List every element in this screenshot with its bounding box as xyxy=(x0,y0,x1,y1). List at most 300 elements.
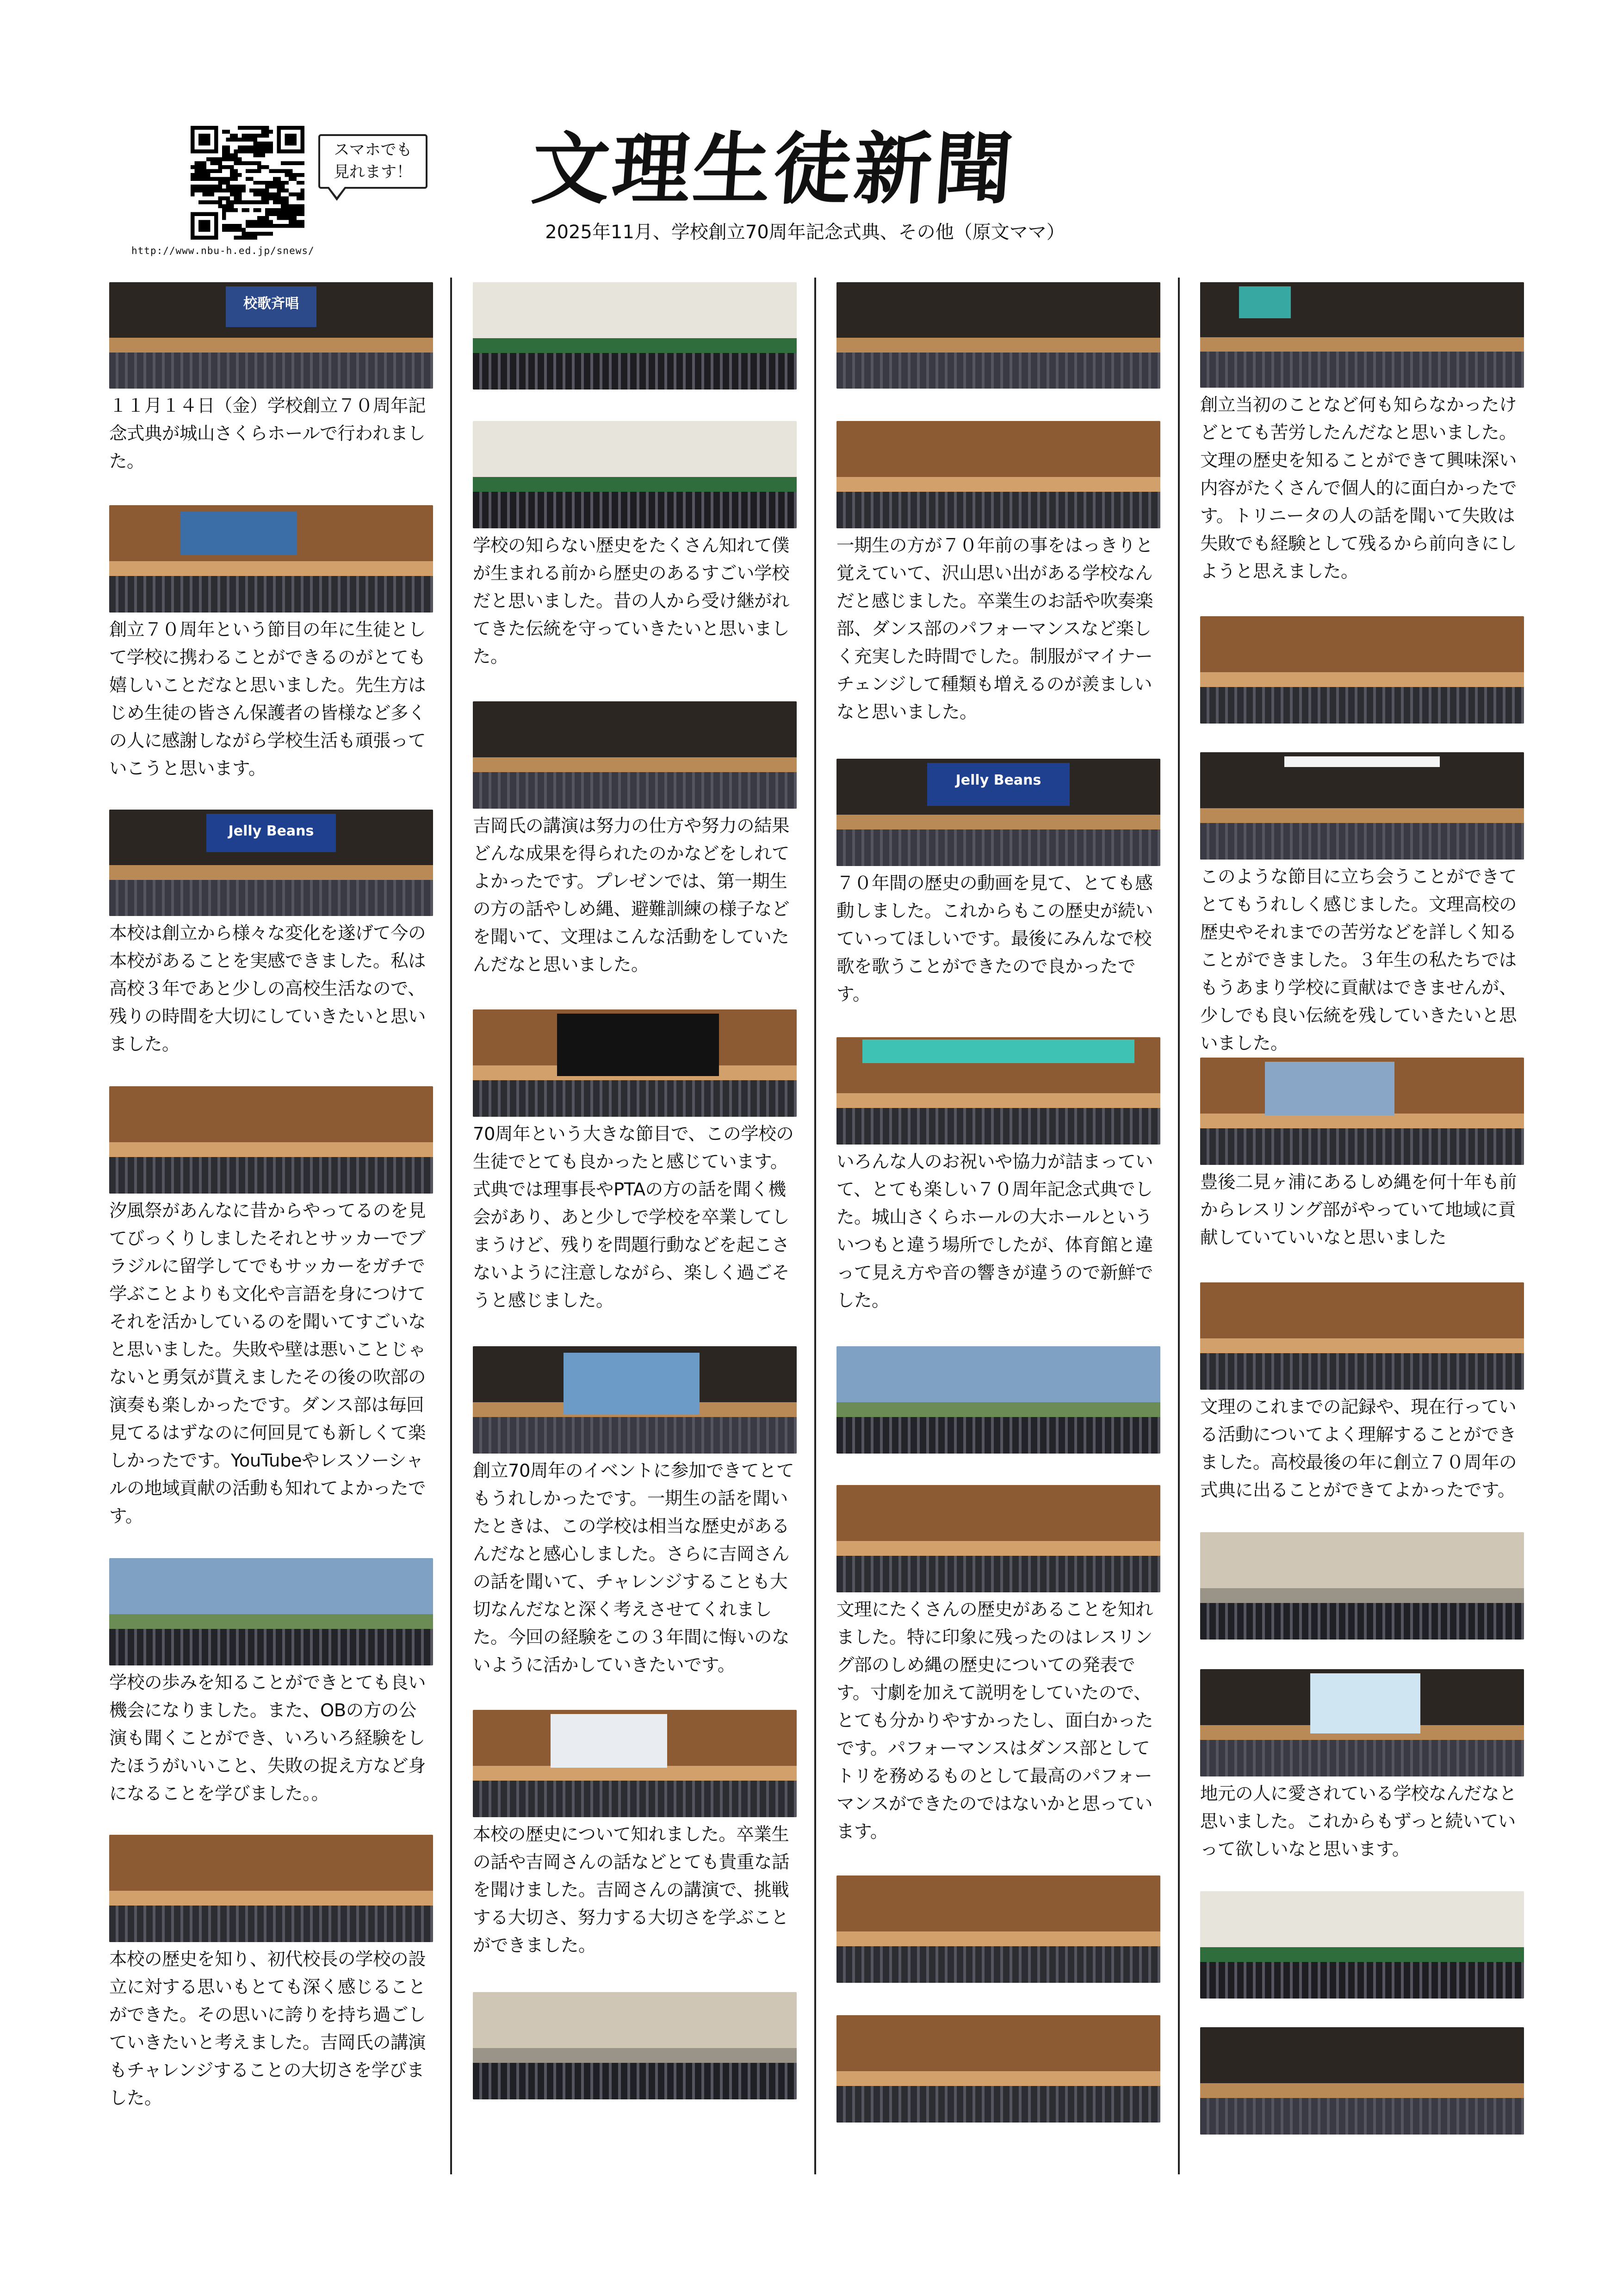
article-column-3 xyxy=(836,282,1160,2123)
qr-module xyxy=(257,149,261,153)
qr-module xyxy=(246,126,249,130)
qr-module xyxy=(234,161,237,165)
qr-module xyxy=(226,130,229,133)
qr-module xyxy=(285,189,289,192)
qr-module xyxy=(226,204,229,208)
qr-module xyxy=(269,224,273,228)
qr-module xyxy=(281,224,285,228)
qr-module xyxy=(301,161,304,165)
qr-module xyxy=(254,232,257,235)
qr-module xyxy=(238,224,242,228)
qr-module xyxy=(277,185,281,188)
photo-crowd-band xyxy=(473,492,797,528)
qr-module xyxy=(277,181,281,185)
event-photo-lobby-students[interactable] xyxy=(473,1992,797,2099)
qr-module xyxy=(226,149,229,153)
qr-module xyxy=(257,224,261,228)
qr-module xyxy=(210,185,214,188)
projection-screen xyxy=(180,512,297,555)
qr-module xyxy=(222,149,226,153)
qr-module xyxy=(261,232,265,235)
qr-module xyxy=(257,189,261,192)
qr-module xyxy=(206,200,210,204)
qr-module xyxy=(222,216,226,220)
qr-module xyxy=(277,177,281,180)
qr-module xyxy=(273,192,277,196)
qr-module xyxy=(257,153,261,157)
event-photo-dance-huddle[interactable] xyxy=(1200,616,1524,724)
qr-module xyxy=(218,177,222,180)
qr-module xyxy=(277,200,281,204)
qr-module xyxy=(297,220,300,224)
qr-module xyxy=(293,208,297,212)
qr-module xyxy=(218,157,222,161)
qr-module xyxy=(218,189,222,192)
qr-url[interactable]: http://www.nbu-h.ed.jp/snews/ xyxy=(131,245,315,256)
qr-module xyxy=(222,208,226,212)
qr-module xyxy=(257,200,261,204)
event-photo-dance-stage[interactable] xyxy=(836,1485,1160,1592)
article-card xyxy=(836,1037,1160,1315)
qr-module xyxy=(254,200,257,204)
qr-module xyxy=(226,208,229,212)
qr-module xyxy=(269,149,273,153)
qr-module xyxy=(293,212,297,216)
event-photo-hall-rows[interactable] xyxy=(836,2015,1160,2123)
qr-module xyxy=(194,185,198,188)
qr-module xyxy=(254,224,257,228)
qr-module xyxy=(249,126,253,130)
qr-module xyxy=(265,189,269,192)
article-card xyxy=(473,1009,797,1315)
qr-module xyxy=(249,169,253,173)
qr-module xyxy=(265,185,269,188)
event-photo-outdoor-group[interactable] xyxy=(836,1346,1160,1454)
article-card xyxy=(109,505,433,783)
qr-module xyxy=(289,173,292,177)
event-photo-video-message[interactable] xyxy=(473,1009,797,1117)
qr-module xyxy=(265,165,269,169)
qr-module xyxy=(218,165,222,169)
qr-module xyxy=(261,130,265,133)
qr-module xyxy=(230,185,234,188)
qr-module xyxy=(206,177,210,180)
qr-module xyxy=(301,189,304,192)
qr-module xyxy=(230,224,234,228)
qr-module xyxy=(202,185,206,188)
qr-module xyxy=(242,145,245,149)
qr-module xyxy=(254,208,257,212)
event-photo-choir-line[interactable] xyxy=(1200,1282,1524,1390)
qr-module xyxy=(238,157,242,161)
event-photo-screen-video[interactable] xyxy=(1200,1058,1524,1165)
qr-module xyxy=(238,137,242,141)
qr-module xyxy=(230,137,234,141)
photo-crowd-band xyxy=(109,880,433,916)
photo-crowd-band xyxy=(109,1629,433,1665)
qr-module xyxy=(222,204,226,208)
masthead-title: 文理生徒新聞 xyxy=(529,123,1018,215)
qr-module xyxy=(289,208,292,212)
article-card xyxy=(473,421,797,671)
article-column-2 xyxy=(473,282,797,2099)
article-caption: 創立70周年のイベントに参加できてとてもうれしかったです。一期生の話を聞いたときは、この学校は相当な歴史があるんだなと感心しました。さらに吉岡さんの話を聞いて、チャレンジすることも大切なんだなと深く考えさせてくれました。今回の経験をこの３年間に悔いのないように活かしていきたいです。 xyxy=(473,1461,794,1676)
photo-crowd-band xyxy=(1200,1603,1524,1640)
qr-module xyxy=(273,181,277,185)
event-photo-stage-performance[interactable] xyxy=(109,505,433,613)
qr-module xyxy=(265,145,269,149)
qr-module xyxy=(265,197,269,200)
photo-crowd-band xyxy=(836,353,1160,389)
qr-module xyxy=(269,130,273,133)
qr-module xyxy=(269,208,273,212)
qr-module xyxy=(269,142,273,145)
qr-module xyxy=(226,224,229,228)
photo-crowd-band xyxy=(1200,352,1524,388)
photo-crowd-band xyxy=(109,576,433,613)
qr-module xyxy=(297,204,300,208)
qr-module xyxy=(226,165,229,169)
qr-module xyxy=(289,220,292,224)
qr-module xyxy=(246,177,249,180)
qr-module xyxy=(198,189,202,192)
qr-module xyxy=(191,185,194,188)
article-column-4 xyxy=(1200,282,1524,2135)
qr-module xyxy=(234,192,237,196)
qr-module xyxy=(265,149,269,153)
qr-module xyxy=(202,169,206,173)
qr-module xyxy=(254,142,257,145)
qr-module xyxy=(238,149,242,153)
qr-module xyxy=(226,177,229,180)
qr-module xyxy=(206,173,210,177)
qr-module xyxy=(254,134,257,137)
qr-module xyxy=(281,208,285,212)
qr-module xyxy=(194,173,198,177)
photo-crowd-band xyxy=(836,2086,1160,2123)
qr-module xyxy=(214,161,218,165)
photo-crowd-band xyxy=(1200,1353,1524,1390)
qr-module xyxy=(249,200,253,204)
event-photo-guest-table[interactable] xyxy=(109,1086,433,1194)
article-card xyxy=(1200,1891,1524,1999)
qr-module xyxy=(285,173,289,177)
qr-module xyxy=(281,185,285,188)
article-card xyxy=(1200,1669,1524,1863)
qr-module xyxy=(285,134,297,145)
qr-module xyxy=(238,197,242,200)
event-photo-entrance-crowd[interactable] xyxy=(1200,1532,1524,1640)
qr-module xyxy=(281,216,285,220)
article-card xyxy=(109,1558,433,1808)
qr-module xyxy=(246,169,249,173)
qr-module xyxy=(257,134,261,137)
article-card xyxy=(473,1992,797,2099)
qr-module xyxy=(226,200,229,204)
qr-module xyxy=(206,169,210,173)
qr-module xyxy=(206,189,210,192)
photo-crowd-band xyxy=(1200,823,1524,860)
article-caption: 創立当初のことなど何も知らなかったけどとても苦労したんだなと思いました。文理の歴史を知ることができて興味深い内容がたくさんで個人的に面白かったです。トリニータの人の話を聞いて失敗は失敗でも経験として残るから前向きにしようと思えました。 xyxy=(1200,395,1517,582)
qr-module xyxy=(269,232,273,235)
qr-module xyxy=(214,177,218,180)
qr-module xyxy=(297,181,300,185)
qr-module xyxy=(242,208,245,212)
qr-module xyxy=(206,157,210,161)
article-caption: 一期生の方が７０年前の事をはっきりと覚えていて、沢山思い出がある学校なんだと感じました。卒業生のお話や吹奏楽部、ダンス部のパフォーマンスなど楽しく充実した時間でした。制服がマイナーチェンジして種類も増えるのが羨ましいなと思いました。 xyxy=(836,535,1153,723)
article-caption: 本校の歴史について知れました。卒業生の話や吉岡さんの話などとても貴重な話を聞けました。吉岡さんの講演で、挑戦する大切さ、努力する大切さを学ぶことができました。 xyxy=(473,1824,790,1956)
event-photo-lobby-exhibit[interactable] xyxy=(1200,1891,1524,1999)
qr-module xyxy=(202,161,206,165)
qr-module xyxy=(230,157,234,161)
qr-module xyxy=(202,192,206,196)
event-photo-uniform-display[interactable] xyxy=(473,421,797,528)
qr-module xyxy=(226,153,229,157)
qr-module xyxy=(277,192,281,196)
qr-module xyxy=(281,181,285,185)
qr-module xyxy=(289,204,292,208)
qr-module xyxy=(198,185,202,188)
photo-crowd-band xyxy=(1200,1740,1524,1776)
qr-module xyxy=(273,208,277,212)
projection-screen xyxy=(862,1040,1134,1063)
qr-module xyxy=(191,192,194,196)
qr-module xyxy=(254,236,257,240)
qr-module xyxy=(218,204,222,208)
column-rule-2 xyxy=(814,278,816,2174)
event-photo-jelly-beans-dance[interactable] xyxy=(109,810,433,916)
qr-module xyxy=(277,189,281,192)
bubble-tail-inner xyxy=(329,187,345,197)
photo-crowd-band xyxy=(836,1556,1160,1592)
photo-crowd-band xyxy=(473,1080,797,1117)
qr-module xyxy=(257,192,261,196)
qr-module xyxy=(230,153,234,157)
event-photo-orchestra[interactable] xyxy=(1200,282,1524,388)
qr-module xyxy=(198,220,210,232)
qr-module xyxy=(234,224,237,228)
qr-module xyxy=(254,126,257,130)
qr-module xyxy=(238,189,242,192)
qr-module xyxy=(285,161,289,165)
event-photo-jelly-beans-line[interactable] xyxy=(836,759,1160,866)
screen-text: 校歌斉唱 xyxy=(243,296,299,312)
qr-module xyxy=(210,200,214,204)
article-card xyxy=(836,421,1160,726)
qr-module xyxy=(261,200,265,204)
qr-code[interactable] xyxy=(191,126,304,240)
qr-module xyxy=(285,216,289,220)
qr-module xyxy=(234,169,237,173)
qr-module xyxy=(234,157,237,161)
qr-module xyxy=(238,228,242,232)
qr-module xyxy=(281,200,285,204)
event-photo-exhibit-panels[interactable] xyxy=(473,282,797,390)
qr-module xyxy=(261,142,265,145)
qr-module xyxy=(191,173,194,177)
article-caption: 文理にたくさんの歴史があることを知れました。特に印象に残ったのはレスリング部のしめ縄の歴史についての発表です。寸劇を加えて説明をしていたので、とても分かりやすかったし、面白かったです。パフォーマンスはダンス部としてトリを務めるものとして最高のパフォーマンスができたのではないかと思っています。 xyxy=(836,1599,1153,1842)
qr-module xyxy=(261,220,265,224)
qr-module xyxy=(230,189,234,192)
qr-module xyxy=(234,177,237,180)
event-photo-stage-flag-rows[interactable] xyxy=(836,282,1160,389)
qr-module xyxy=(261,197,265,200)
event-photo-outdoor-queue[interactable] xyxy=(109,1558,433,1665)
qr-module xyxy=(218,181,222,185)
qr-module xyxy=(285,181,289,185)
photo-crowd-band xyxy=(473,772,797,809)
article-caption: いろんな人のお祝いや協力が詰まっていて、とても楽しい７０周年記念式典でした。城山さくらホールの大ホールといういつもと違う場所でしたが、体育館と違って見え方や音の響きが違うので新鮮でした。 xyxy=(836,1151,1153,1311)
event-photo-brass-band[interactable] xyxy=(836,1037,1160,1145)
qr-module xyxy=(261,165,265,169)
qr-module xyxy=(249,149,253,153)
qr-module xyxy=(242,185,245,188)
article-caption: ７０年間の歴史の動画を見て、とても感動しました。これからもこの歴史が続いていってほしいです。最後にみんなで校歌を歌うことができたので良かったです。 xyxy=(836,873,1153,1005)
qr-module xyxy=(218,161,222,165)
photo-crowd-band xyxy=(473,1417,797,1454)
qr-module xyxy=(265,224,269,228)
qr-module xyxy=(238,192,242,196)
event-photo-stage-chorus[interactable] xyxy=(836,421,1160,528)
qr-module xyxy=(191,177,194,180)
article-card xyxy=(473,701,797,979)
qr-module xyxy=(238,200,242,204)
qr-module xyxy=(297,212,300,216)
photo-crowd-band xyxy=(1200,687,1524,724)
qr-module xyxy=(198,161,202,165)
article-card xyxy=(473,1710,797,1960)
qr-module xyxy=(254,192,257,196)
page-subtitle: 2025年11月、学校創立70周年記念式典、その他（原文ママ） xyxy=(545,222,1065,243)
qr-module xyxy=(261,145,265,149)
qr-module xyxy=(230,192,234,196)
qr-module xyxy=(273,177,277,180)
qr-module xyxy=(242,228,245,232)
qr-module xyxy=(265,220,269,224)
qr-module xyxy=(297,173,300,177)
qr-module xyxy=(289,216,292,220)
qr-module xyxy=(246,232,249,235)
qr-module xyxy=(297,197,300,200)
qr-module xyxy=(265,130,269,133)
qr-module xyxy=(273,212,277,216)
qr-module xyxy=(257,220,261,224)
qr-module xyxy=(301,220,304,224)
event-photo-audience-wide[interactable] xyxy=(473,701,797,809)
qr-module xyxy=(222,212,226,216)
bubble-line-2: 見れます！ xyxy=(334,163,412,181)
event-photo-stage-flags[interactable] xyxy=(109,1835,433,1942)
qr-module xyxy=(234,173,237,177)
article-card xyxy=(1200,282,1524,586)
qr-module xyxy=(297,161,300,165)
qr-module xyxy=(230,177,234,180)
qr-module xyxy=(281,189,285,192)
qr-module xyxy=(269,185,273,188)
qr-module xyxy=(249,161,253,165)
qr-module xyxy=(234,236,237,240)
projection-screen xyxy=(1239,286,1291,318)
qr-module xyxy=(254,153,257,157)
event-photo-speaker-screen[interactable] xyxy=(473,1346,797,1454)
qr-module xyxy=(242,232,245,235)
qr-module xyxy=(261,149,265,153)
qr-module xyxy=(238,236,242,240)
qr-module xyxy=(265,134,269,137)
qr-module xyxy=(194,165,198,169)
qr-module xyxy=(198,169,202,173)
event-photo-presentation-slide[interactable] xyxy=(1200,1669,1524,1776)
qr-module xyxy=(194,177,198,180)
qr-module xyxy=(301,181,304,185)
qr-module xyxy=(257,161,261,165)
qr-module xyxy=(242,126,245,130)
photo-crowd-band xyxy=(836,1417,1160,1454)
event-photo-hall-ceremony[interactable] xyxy=(109,282,433,389)
photo-crowd-band xyxy=(836,1108,1160,1145)
event-photo-podium-banner[interactable] xyxy=(1200,752,1524,860)
qr-module xyxy=(277,208,281,212)
qr-module xyxy=(297,208,300,212)
qr-module xyxy=(269,181,273,185)
bubble-line-1: スマホでも xyxy=(334,141,412,159)
projection-screen xyxy=(1265,1062,1394,1115)
qr-module xyxy=(194,169,198,173)
qr-module xyxy=(293,204,297,208)
projection-screen xyxy=(551,1714,667,1768)
event-photo-standing-crowd[interactable] xyxy=(836,1875,1160,1983)
qr-module xyxy=(198,173,202,177)
article-card xyxy=(109,1835,433,2112)
qr-module xyxy=(269,145,273,149)
qr-module xyxy=(285,200,289,204)
qr-module xyxy=(289,169,292,173)
event-photo-lecture-slide[interactable] xyxy=(473,1710,797,1817)
qr-module xyxy=(257,208,261,212)
qr-module xyxy=(230,200,234,204)
qr-module xyxy=(218,185,222,188)
qr-module xyxy=(234,200,237,204)
qr-module xyxy=(265,216,269,220)
photo-crowd-band xyxy=(1200,1128,1524,1165)
qr-module xyxy=(242,137,245,141)
qr-module xyxy=(261,192,265,196)
qr-module xyxy=(249,134,253,137)
qr-module xyxy=(277,212,281,216)
article-card xyxy=(1200,1532,1524,1640)
qr-module xyxy=(202,189,206,192)
qr-module xyxy=(246,236,249,240)
photo-crowd-band xyxy=(836,829,1160,866)
photo-crowd-band xyxy=(109,353,433,389)
qr-module xyxy=(226,189,229,192)
article-caption: 文理のこれまでの記録や、現在行っている活動についてよく理解することができました。高校最後の年に創立７０周年の式典に出ることができてよかったです。 xyxy=(1200,1397,1517,1501)
article-card xyxy=(109,1086,433,1530)
qr-module xyxy=(285,169,289,173)
qr-module xyxy=(230,134,234,137)
article-caption: 吉岡氏の講演は努力の仕方や努力の結果どんな成果を得られたのかなどをしれてよかったです。プレゼンでは、第一期生の方の話やしめ縄、避難訓練の様子などを聞いて、文理はこんな活動をしていたんだなと思いました。 xyxy=(473,816,790,975)
photo-crowd-band xyxy=(836,1946,1160,1983)
qr-module xyxy=(222,181,226,185)
qr-module xyxy=(210,161,214,165)
qr-module xyxy=(261,181,265,185)
event-photo-dance-finale[interactable] xyxy=(1200,2027,1524,2135)
qr-module xyxy=(214,185,218,188)
qr-module xyxy=(234,208,237,212)
qr-module xyxy=(265,181,269,185)
qr-module xyxy=(210,169,214,173)
qr-module xyxy=(289,212,292,216)
